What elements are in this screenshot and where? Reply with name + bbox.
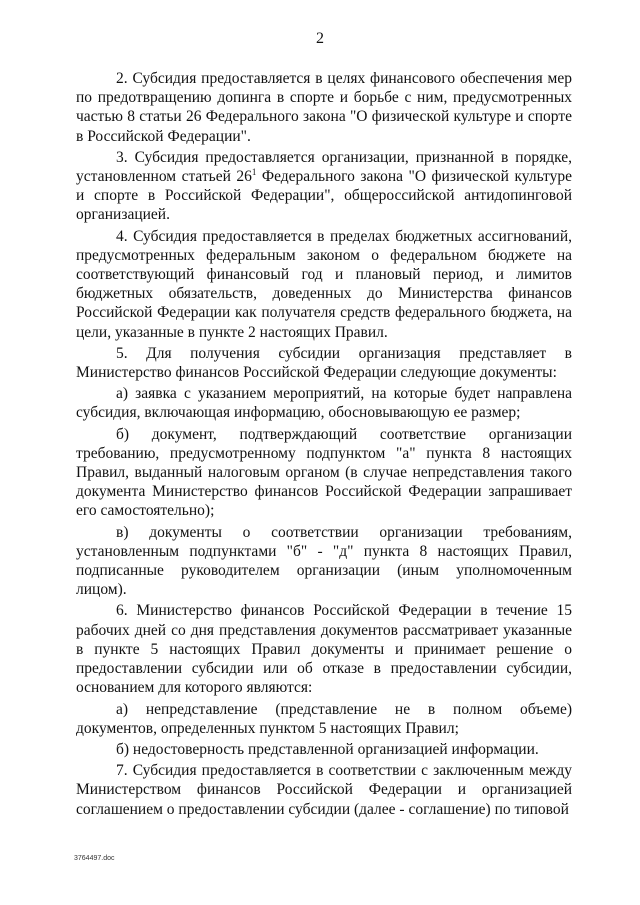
document-body (76, 69, 572, 821)
paragraph-5: 5. Для получения субсидии организация представляет в Министерство финансов Российской Федерации следующие документы: (76, 344, 572, 382)
paragraph-3 (76, 148, 572, 225)
page-number: 2 (316, 30, 324, 47)
paragraph-3-text: 3. Субсидия предоставляется организации, признанной в порядке, установленном статьей 26 (76, 148, 572, 186)
paragraph-5a: а) заявка с указанием мероприятий, на которые будет направлена субсидия, включающая информацию, обосновывающую ее размер; (76, 385, 572, 422)
paragraph-5v: в) документы о соответствии организации требованиям, установленным подпунктами "б" - "д" пункта 8 настоящих Правил, подписанные руководителем организации (иным уполномоченным лицом). (76, 523, 572, 599)
footer-doc-code: 3764497.doc (74, 855, 115, 862)
paragraph-6b: б) недостоверность представленной организацией информации. (116, 740, 539, 758)
paragraph-5b: б) документ, подтверждающий соответствие организации требованию, предусмотренному подпунктом "а" пункта 8 настоящих Правил, выданный налоговым органом (в случае непредставления такого документа Министерство финансов Российской Федерации запрашивает его самостоятельно); (76, 425, 572, 520)
paragraph-6a: а) непредставление (представление не в полном объеме) документов, определенных пунктом 5 настоящих Правил; (76, 700, 572, 737)
paragraph-3-superscript: 1 (251, 166, 257, 177)
paragraph-2: 2. Субсидия предоставляется в целях финансового обеспечения мер по предотвращению допинга в спорте и борьбе с ним, предусмотренных частью 8 статьи 26 Федерального закона "О физической культуре и спорте в Российской Федерации". (76, 70, 572, 145)
paragraph-7: 7. Субсидия предоставляется в соответствии с заключенным между Министерством финансов Российской Федерации и организацией соглашением о предоставлении субсидии (далее - соглашение) по типовой (76, 762, 572, 818)
paragraph-4: 4. Субсидия предоставляется в пределах бюджетных ассигнований, предусмотренных федеральным законом о федеральном бюджете на соответствующий финансовый год и плановый период, и лимитов бюджетных обязательств, доведенных до Министерства финансов Российской Федерации как получателя средств федерального бюджета, на цели, указанные в пункте 2 настоящих Правил. (76, 227, 572, 341)
paragraph-6: 6. Министерство финансов Российской Федерации в течение 15 рабочих дней со дня представления документов рассматривает указанные в пункте 5 настоящих Правил документы и принимает решение о предоставлении субсидии или об отказе в предоставлении субсидии, основанием для которого являются: (76, 602, 572, 697)
paragraph-3-tail: Федерального закона "О физической культуре и спорте в Российской Федерации", общероссийской антидопинговой организацией. (76, 168, 572, 224)
